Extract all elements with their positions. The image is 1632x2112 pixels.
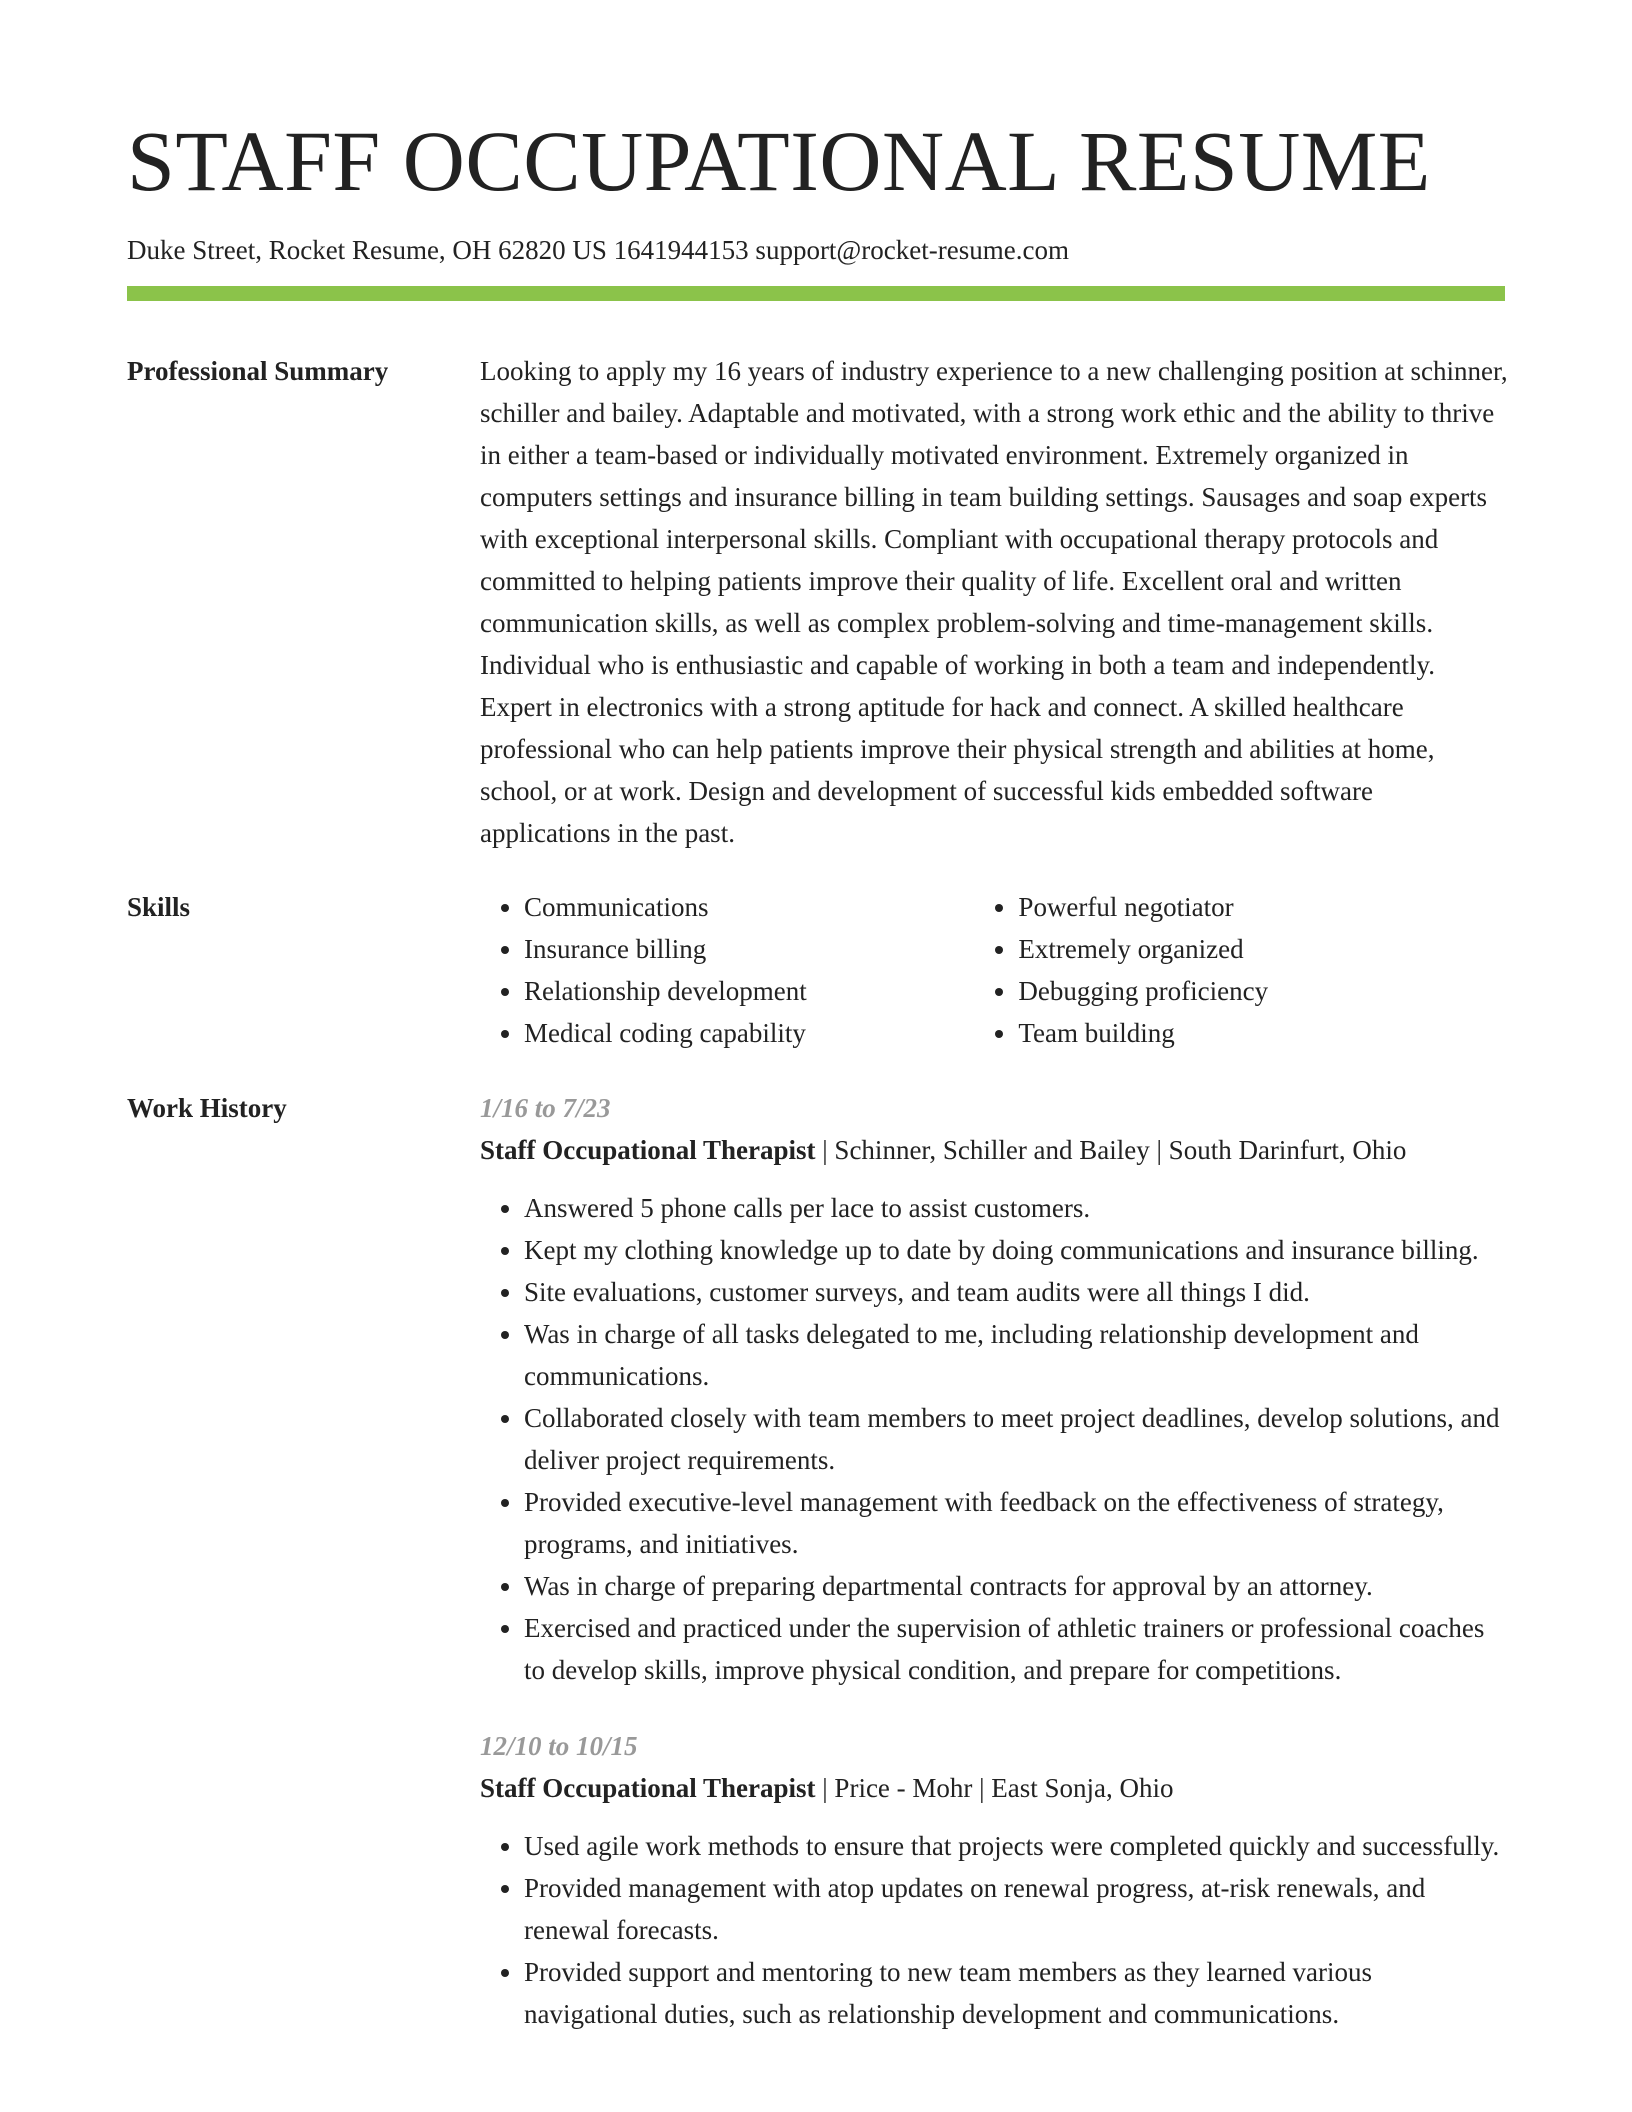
skills-column-2	[974, 886, 1508, 1054]
responsibility-item: • Exercised and practiced under the supervision of athletic trainers or professional coaches to develop skills, improve physical condition, and prepare for competitions.	[524, 1607, 1508, 1691]
responsibility-item: • Provided support and mentoring to new team members as they learned various navigational duties, such as relationship development and communications.	[524, 1951, 1508, 2035]
work-history-section	[480, 1087, 1508, 2035]
skills-heading: Skills	[127, 892, 191, 922]
summary-section	[480, 350, 1508, 854]
header-divider	[127, 286, 1505, 301]
summary-text: Looking to apply my 16 years of industry experience to a new challenging position at schinner, schiller and bailey. Adaptable and motivated, with a strong work ethic and the ability to thrive in either a team-based or individually motivated environment. Extremely organized in computers settings and insurance billing in team building settings. Sausages and soap experts with exceptional interpersonal skills. Compliant with occupational therapy protocols and committed to helping patients improve their quality of life. Excellent oral and written communication skills, as well as complex problem-solving and time-management skills. Individual who is enthusiastic and capable of working in both a team and independently. Expert in electronics with a strong aptitude for hack and connect. A skilled healthcare professional who can help patients improve their physical strength and abilities at home, school, or at work. Design and development of successful kids embedded software applications in the past.	[480, 356, 1508, 848]
responsibility-item: • Collaborated closely with team members to meet project deadlines, develop solutions, and deliver project requirements.	[524, 1397, 1508, 1481]
skill-item: • Debugging proficiency	[1018, 970, 1508, 1012]
responsibility-item: • Kept my clothing knowledge up to date by doing communications and insurance billing.	[524, 1229, 1508, 1271]
job-title: Staff Occupational Therapist	[480, 1135, 816, 1165]
skills-section	[480, 886, 1508, 1054]
skill-item: • Medical coding capability	[524, 1012, 974, 1054]
skills-column-1	[480, 886, 974, 1054]
skill-item: • Powerful negotiator	[1018, 886, 1508, 928]
responsibility-item: • Was in charge of all tasks delegated to me, including relationship development and communications.	[524, 1313, 1508, 1397]
job-entry	[480, 1725, 1508, 2035]
resume-title: STAFF OCCUPATIONAL RESUME	[127, 113, 1431, 209]
job-heading	[480, 1767, 1508, 1809]
contact-info: Duke Street, Rocket Resume, OH 62820 US 1641944153 support@rocket-resume.com	[127, 235, 1069, 265]
responsibility-item: • Site evaluations, customer surveys, and team audits were all things I did.	[524, 1271, 1508, 1313]
skill-item: • Communications	[524, 886, 974, 928]
skill-item: • Insurance billing	[524, 928, 974, 970]
summary-heading: Professional Summary	[127, 356, 389, 386]
job-responsibilities	[480, 1187, 1508, 1691]
responsibility-item: • Answered 5 phone calls per lace to assist customers.	[524, 1187, 1508, 1229]
work-history-heading: Work History	[127, 1093, 287, 1123]
responsibility-item: • Was in charge of preparing departmental contracts for approval by an attorney.	[524, 1565, 1508, 1607]
job-employer-location: | Price - Mohr | East Sonja, Ohio	[815, 1773, 1174, 1803]
responsibility-item: • Used agile work methods to ensure that projects were completed quickly and successfully.	[524, 1825, 1508, 1867]
skill-item: • Team building	[1018, 1012, 1508, 1054]
job-employer-location: | Schinner, Schiller and Bailey | South Darinfurt, Ohio	[815, 1135, 1407, 1165]
responsibility-item: • Provided management with atop updates on renewal progress, at-risk renewals, and renewal forecasts.	[524, 1867, 1508, 1951]
job-heading	[480, 1129, 1508, 1171]
skill-item: • Extremely organized	[1018, 928, 1508, 970]
job-entry	[480, 1087, 1508, 1691]
job-dates: 12/10 to 10/15	[480, 1731, 638, 1761]
job-responsibilities	[480, 1825, 1508, 2035]
job-dates: 1/16 to 7/23	[480, 1093, 611, 1123]
responsibility-item: • Provided executive-level management with feedback on the effectiveness of strategy, programs, and initiatives.	[524, 1481, 1508, 1565]
skill-item: • Relationship development	[524, 970, 974, 1012]
job-title: Staff Occupational Therapist	[480, 1773, 816, 1803]
